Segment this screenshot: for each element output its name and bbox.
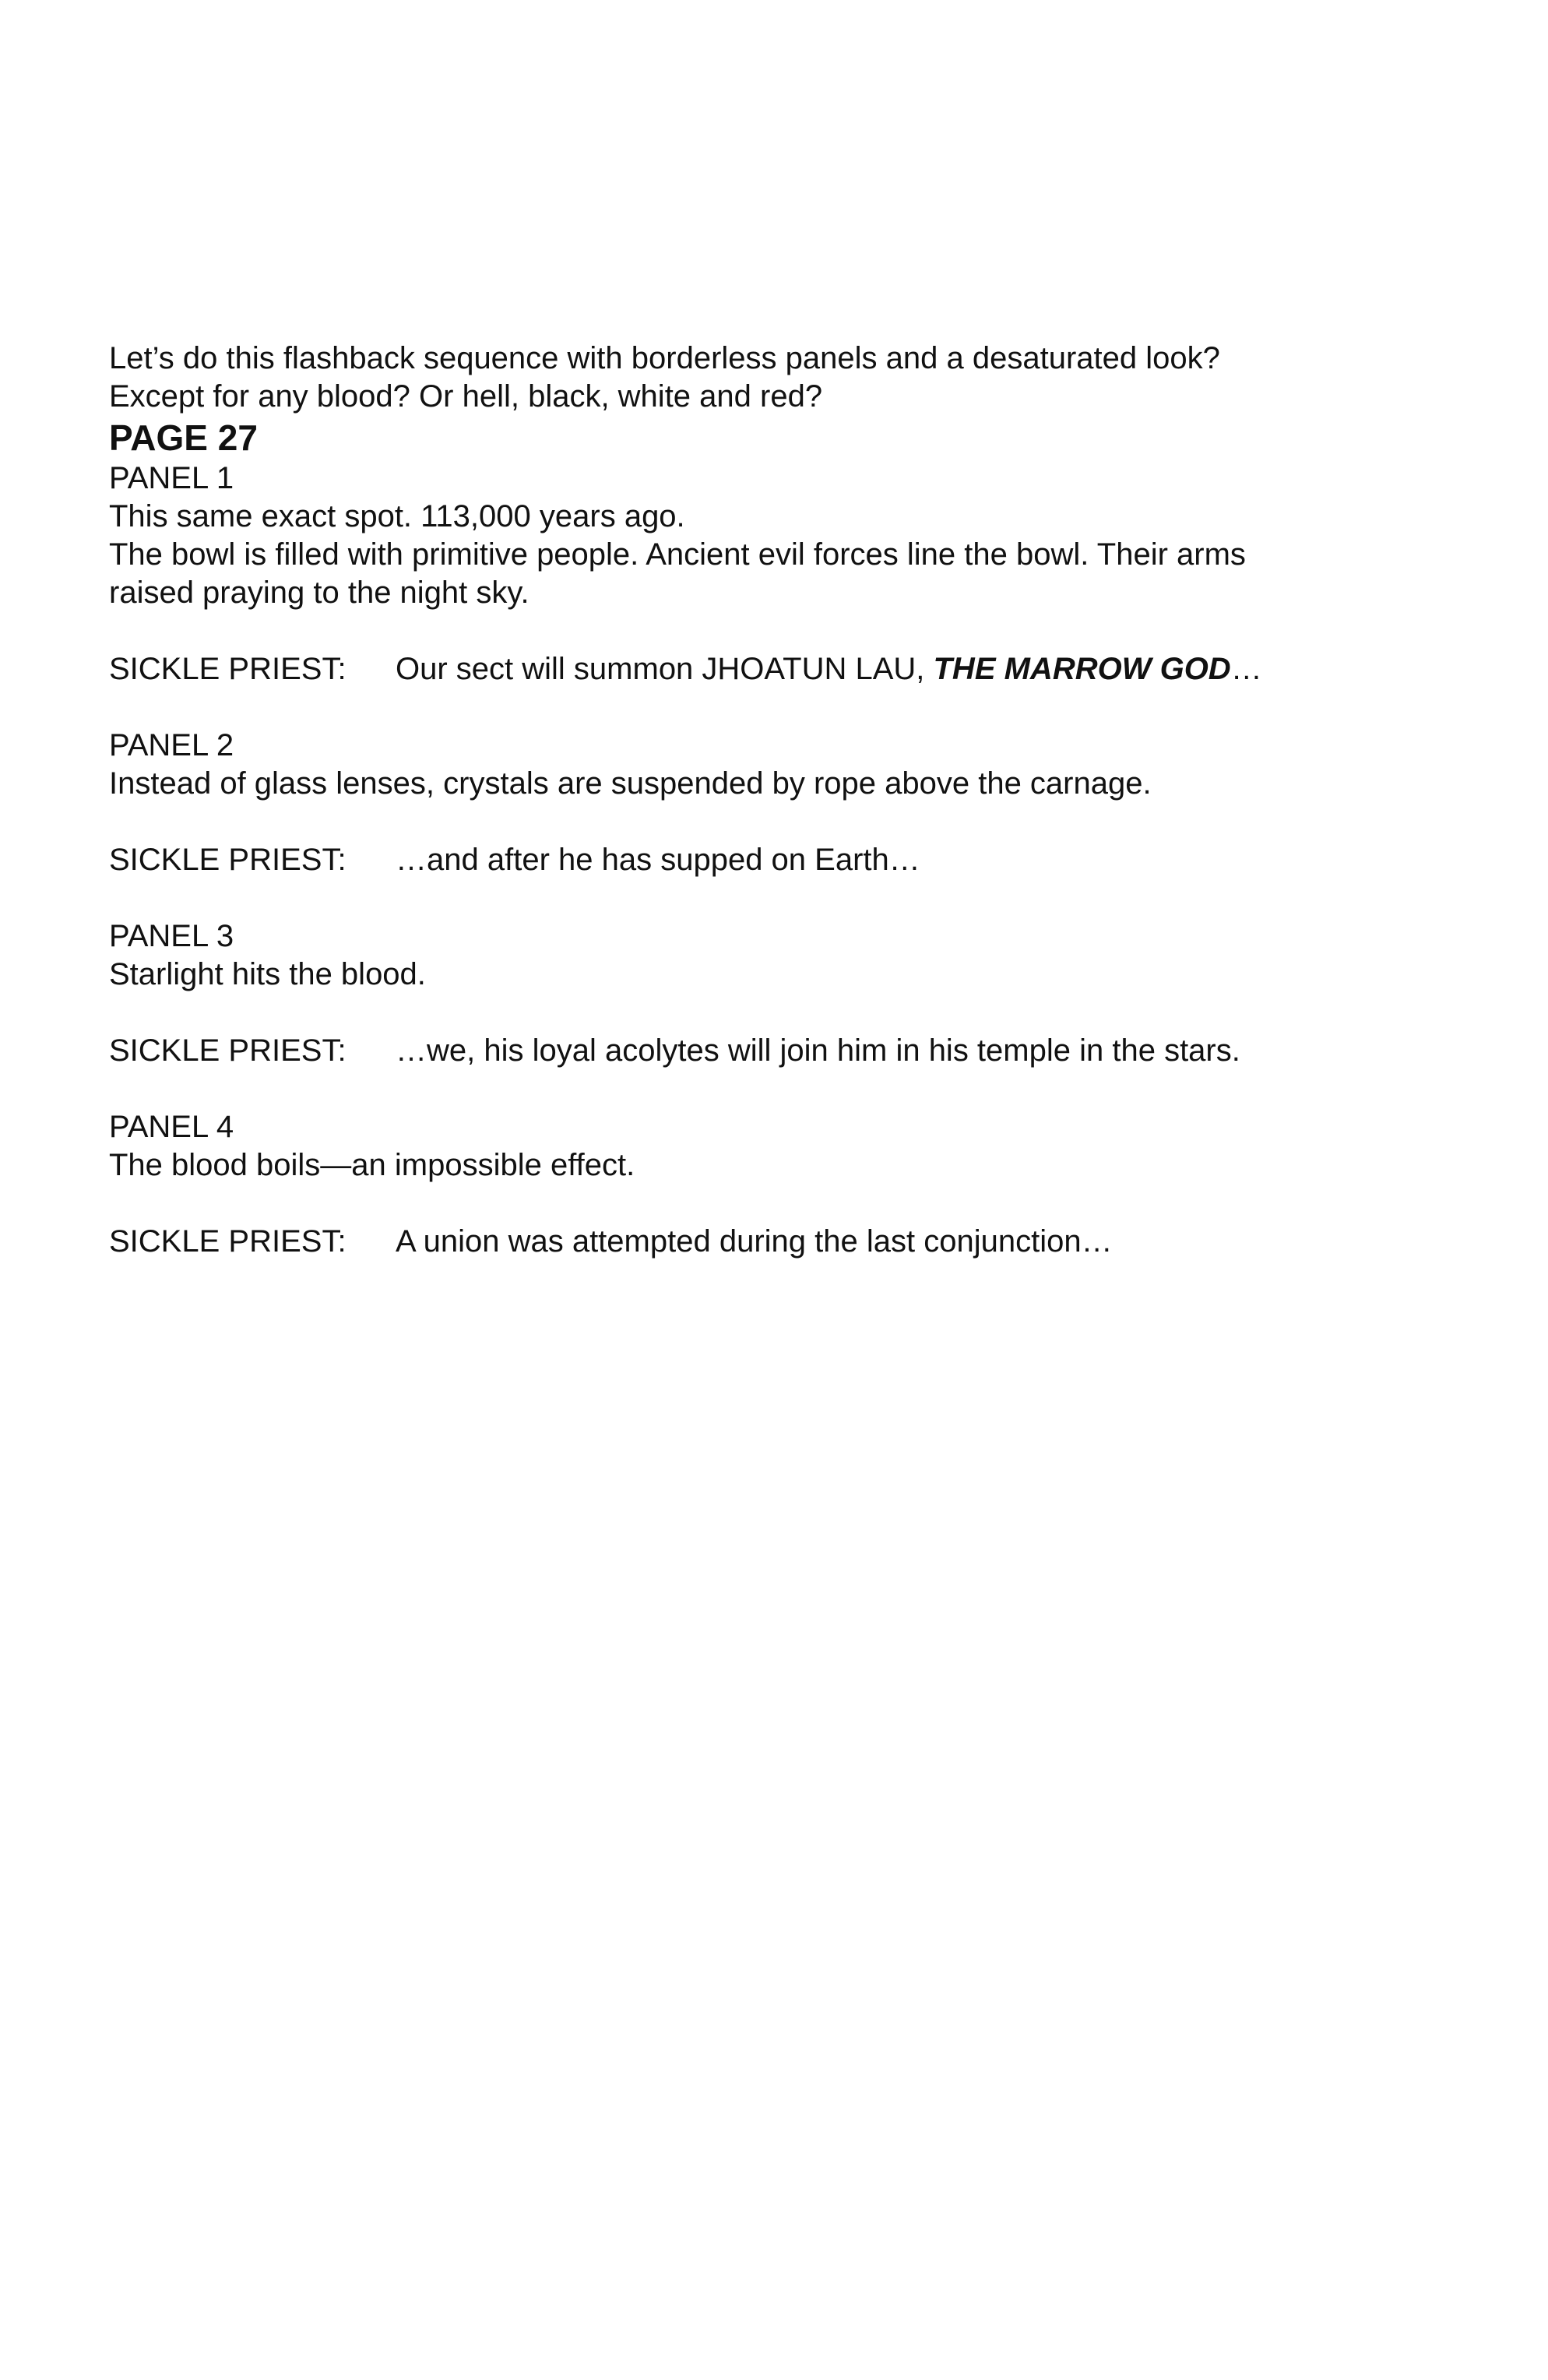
- panel-description: raised praying to the night sky.: [109, 576, 529, 610]
- dialogue-text: …and after he has supped on Earth…: [396, 843, 920, 877]
- panel-label: PANEL 1: [109, 461, 234, 495]
- spacer: [109, 879, 1433, 917]
- panel-description: The bowl is filled with primitive people. Ancient evil forces line the bowl. Their arms: [109, 537, 1246, 572]
- panel-description: This same exact spot. 113,000 years ago.: [109, 499, 685, 533]
- intro-line-1: Let’s do this flashback sequence with borderless panels and a desaturated look?: [109, 341, 1220, 375]
- dialogue-line: [109, 841, 1433, 879]
- speaker-name: SICKLE PRIEST:: [109, 843, 347, 877]
- spacer: [109, 612, 1433, 650]
- panel-label: PANEL 3: [109, 919, 234, 953]
- panel-label: PANEL 2: [109, 728, 234, 762]
- spacer: [109, 688, 1433, 727]
- dialogue-text-end: …: [1230, 652, 1262, 686]
- speaker-name: SICKLE PRIEST:: [109, 652, 347, 686]
- intro-line-2: Except for any blood? Or hell, black, white and red?: [109, 379, 823, 414]
- dialogue-line: [109, 650, 1433, 688]
- dialogue-text: [396, 650, 1262, 688]
- dialogue-text-start: Our sect will summon JHOATUN LAU,: [396, 652, 934, 686]
- panel-description: Instead of glass lenses, crystals are suspended by rope above the carnage.: [109, 766, 1152, 801]
- panel-label: PANEL 4: [109, 1110, 234, 1144]
- panel-2: [109, 727, 1433, 917]
- spacer: [109, 994, 1433, 1032]
- dialogue-text: …we, his loyal acolytes will join him in his temple in the stars.: [396, 1033, 1240, 1068]
- panel-description: Starlight hits the blood.: [109, 957, 426, 991]
- spacer: [109, 803, 1433, 841]
- spacer: [109, 1185, 1433, 1223]
- panel-3: [109, 917, 1433, 1108]
- speaker-name: SICKLE PRIEST:: [109, 1033, 347, 1068]
- dialogue-line: [109, 1032, 1433, 1070]
- page-heading: PAGE 27: [109, 417, 258, 458]
- speaker-name: SICKLE PRIEST:: [109, 1224, 347, 1259]
- panel-4: [109, 1108, 1433, 1261]
- spacer: [109, 1070, 1433, 1108]
- dialogue-emphasis: THE MARROW GOD: [933, 652, 1231, 686]
- dialogue-text: A union was attempted during the last conjunction…: [396, 1224, 1113, 1259]
- panel-description: The blood boils—an impossible effect.: [109, 1148, 635, 1182]
- panel-1: [109, 459, 1433, 727]
- script-page: [109, 340, 1433, 1261]
- dialogue-line: [109, 1223, 1433, 1261]
